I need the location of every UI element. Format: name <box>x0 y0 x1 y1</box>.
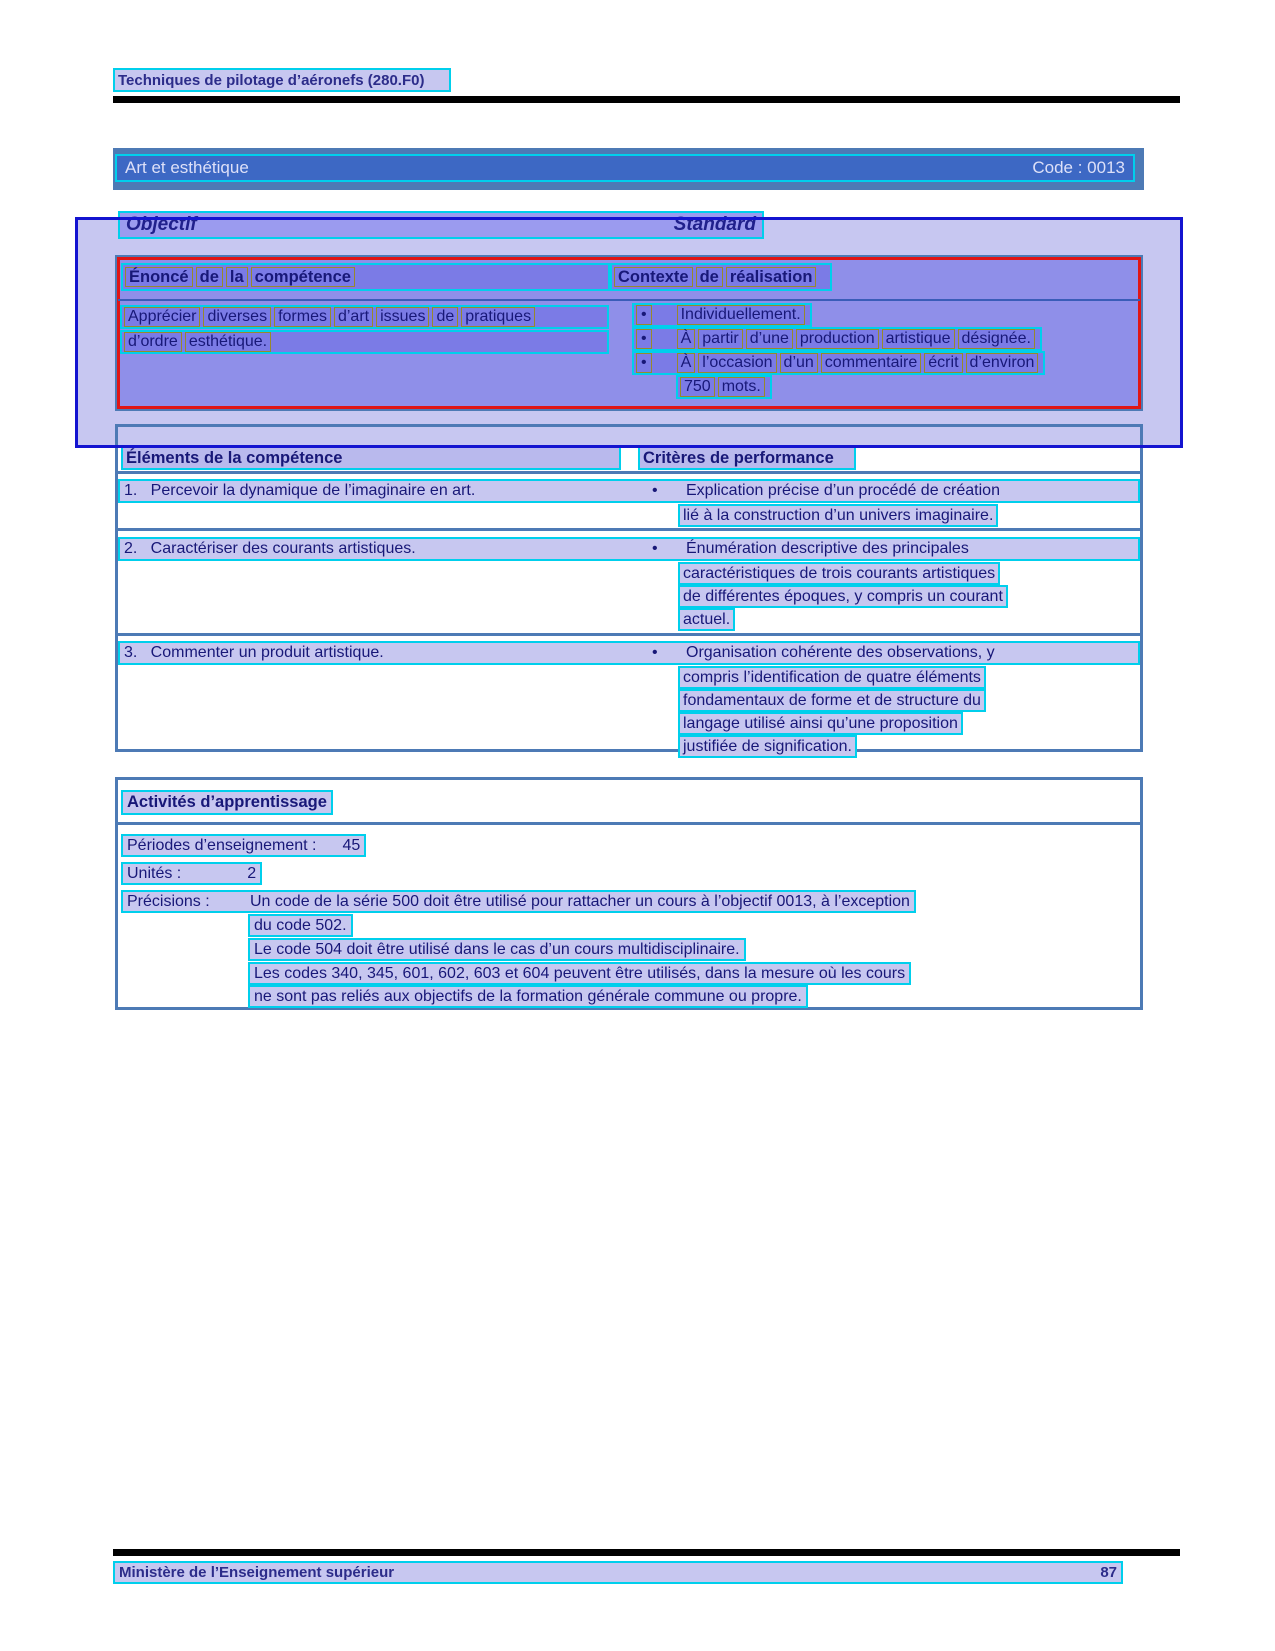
section-banner <box>113 148 1144 190</box>
context-continuation-line <box>676 375 772 399</box>
word-box: diverses <box>203 307 271 327</box>
bullet-icon: • <box>636 353 652 373</box>
enonce-statement-line <box>120 305 609 329</box>
element-item-text: 3. Commenter un produit artistique. <box>124 644 384 661</box>
precisions-text: Les codes 340, 345, 601, 602, 603 et 604 peuvent être utilisés, dans la mesure où les cours <box>254 964 906 982</box>
element-row-1-line <box>118 479 1140 503</box>
criteria-text: Organisation cohérente des observations, y <box>686 644 995 661</box>
criteria-line <box>678 735 857 758</box>
periods-value: 45 <box>342 836 361 854</box>
context-item-text <box>680 377 768 397</box>
periods-line <box>121 834 366 857</box>
enonce-statement-text <box>124 307 538 327</box>
precisions-line <box>248 985 808 1008</box>
enonce-header-left <box>121 263 610 291</box>
word-box: compétence <box>251 267 355 288</box>
activities-title-text: Activités d’apprentissage <box>127 793 327 811</box>
criteria-text: Énumération descriptive des principales <box>686 540 969 557</box>
context-bullet-item <box>632 327 1042 351</box>
precisions-line <box>121 890 916 913</box>
criteria-line <box>678 689 986 712</box>
precisions-line <box>248 914 353 937</box>
criteria-line <box>678 562 1000 585</box>
elements-header-right <box>638 446 856 470</box>
bullet-icon: • <box>652 482 658 499</box>
banner-title: Art et esthétique <box>125 158 249 177</box>
criteria-text: fondamentaux de forme et de structure du <box>683 691 981 709</box>
word-box: d’un <box>780 353 818 373</box>
context-bullet-item <box>632 303 812 327</box>
banner-line <box>115 154 1135 182</box>
context-item-text <box>677 329 1038 349</box>
word-box: Contexte <box>614 267 693 288</box>
bullet-icon: • <box>636 305 652 325</box>
word-box: Apprécier <box>124 307 200 327</box>
criteria-text: actuel. <box>683 610 731 628</box>
word-box: 750 <box>680 377 715 397</box>
context-bullet-item <box>632 351 1045 375</box>
word-box: artistique <box>882 329 955 349</box>
element-item-text: 2. Caractériser des courants artistiques. <box>124 540 416 557</box>
enonce-header-right <box>610 263 832 291</box>
periods-label: Périodes d’enseignement : <box>127 836 317 854</box>
elements-header-left <box>121 446 621 470</box>
element-row-3-line <box>118 641 1140 665</box>
units-line <box>121 862 262 885</box>
precisions-label: Précisions : <box>127 892 210 910</box>
standard-heading: Standard <box>673 214 756 235</box>
criteria-text: Explication précise d’un procédé de création <box>686 482 1000 499</box>
row-divider <box>115 633 1143 636</box>
word-box: Individuellement. <box>677 305 805 325</box>
activities-header <box>121 790 333 815</box>
bottom-rule <box>113 1549 1180 1556</box>
top-rule <box>113 96 1180 103</box>
units-value: 2 <box>247 864 257 882</box>
word-box: d’art <box>334 307 373 327</box>
objectif-heading: Objectif <box>126 214 197 235</box>
objective-standard-row <box>118 211 764 239</box>
criteria-line <box>678 504 998 527</box>
activities-header-divider <box>115 822 1143 825</box>
criteria-text: lié à la construction d’un univers imaginaire. <box>683 506 994 524</box>
word-box: d’ordre <box>124 332 182 352</box>
criteria-text: justifiée de signification. <box>683 737 852 755</box>
word-box: écrit <box>924 353 962 373</box>
bullet-icon: • <box>652 540 658 557</box>
precisions-line <box>248 962 911 985</box>
row-divider <box>115 471 1143 474</box>
word-box: esthétique. <box>185 332 271 352</box>
doc-header-title <box>113 68 451 92</box>
enonce-header-right-text <box>614 267 819 288</box>
criteria-line <box>678 585 1008 608</box>
enonce-statement-text <box>124 332 274 352</box>
word-box: partir <box>698 329 742 349</box>
context-item-text <box>677 353 1042 373</box>
word-box: mots. <box>718 377 765 397</box>
footer-ministry: Ministère de l’Enseignement supérieur <box>119 1564 395 1581</box>
element-item-text: 1. Percevoir la dynamique de l’imaginaire en art. <box>124 482 476 499</box>
precisions-text: du code 502. <box>254 916 347 934</box>
word-box: formes <box>274 307 331 327</box>
word-box: réalisation <box>726 267 817 288</box>
word-box: À <box>677 353 696 373</box>
enonce-header-divider <box>118 299 1140 301</box>
element-row-2-line <box>118 537 1140 561</box>
word-box: de <box>696 267 723 288</box>
units-label: Unités : <box>127 864 182 882</box>
word-box: d’une <box>746 329 793 349</box>
precisions-line <box>248 938 746 961</box>
criteria-text: compris l’identification de quatre éléments <box>683 668 981 686</box>
bullet-icon: • <box>652 644 658 661</box>
precisions-text: ne sont pas reliés aux objectifs de la formation générale commune ou propre. <box>254 987 802 1005</box>
enonce-header-left-text <box>125 267 358 288</box>
criteria-text: langage utilisé ainsi qu’une proposition <box>683 714 958 732</box>
criteria-text: de différentes époques, y compris un courant <box>683 587 1003 605</box>
word-box: Énoncé <box>125 267 193 288</box>
doc-header-title-text: Techniques de pilotage d’aéronefs (280.F0) <box>118 71 425 89</box>
banner-code: Code : 0013 <box>1032 158 1125 177</box>
criteria-line <box>678 712 963 735</box>
context-item-text <box>677 305 808 325</box>
precisions-text: Un code de la série 500 doit être utilisé pour rattacher un cours à l’objectif 0013, à l’exception <box>250 892 910 910</box>
elements-header-right-text: Critères de performance <box>643 448 834 467</box>
word-box: commentaire <box>821 353 921 373</box>
word-box: de <box>432 307 458 327</box>
footer-line <box>113 1561 1123 1584</box>
footer-page-number: 87 <box>1100 1564 1117 1581</box>
word-box: issues <box>376 307 429 327</box>
criteria-text: caractéristiques de trois courants artistiques <box>683 564 996 582</box>
enonce-statement-line <box>120 330 609 354</box>
precisions-text: Le code 504 doit être utilisé dans le cas d’un cours multidisciplinaire. <box>254 940 740 958</box>
bullet-icon: • <box>636 329 652 349</box>
word-box: l’occasion <box>698 353 776 373</box>
word-box: désignée. <box>958 329 1035 349</box>
elements-header-left-text: Éléments de la compétence <box>126 448 343 467</box>
row-divider <box>115 528 1143 531</box>
word-box: À <box>677 329 696 349</box>
word-box: production <box>796 329 879 349</box>
criteria-line <box>678 608 735 631</box>
word-box: de <box>196 267 223 288</box>
criteria-line <box>678 666 986 689</box>
word-box: la <box>226 267 248 288</box>
word-box: d’environ <box>966 353 1039 373</box>
word-box: pratiques <box>461 307 535 327</box>
